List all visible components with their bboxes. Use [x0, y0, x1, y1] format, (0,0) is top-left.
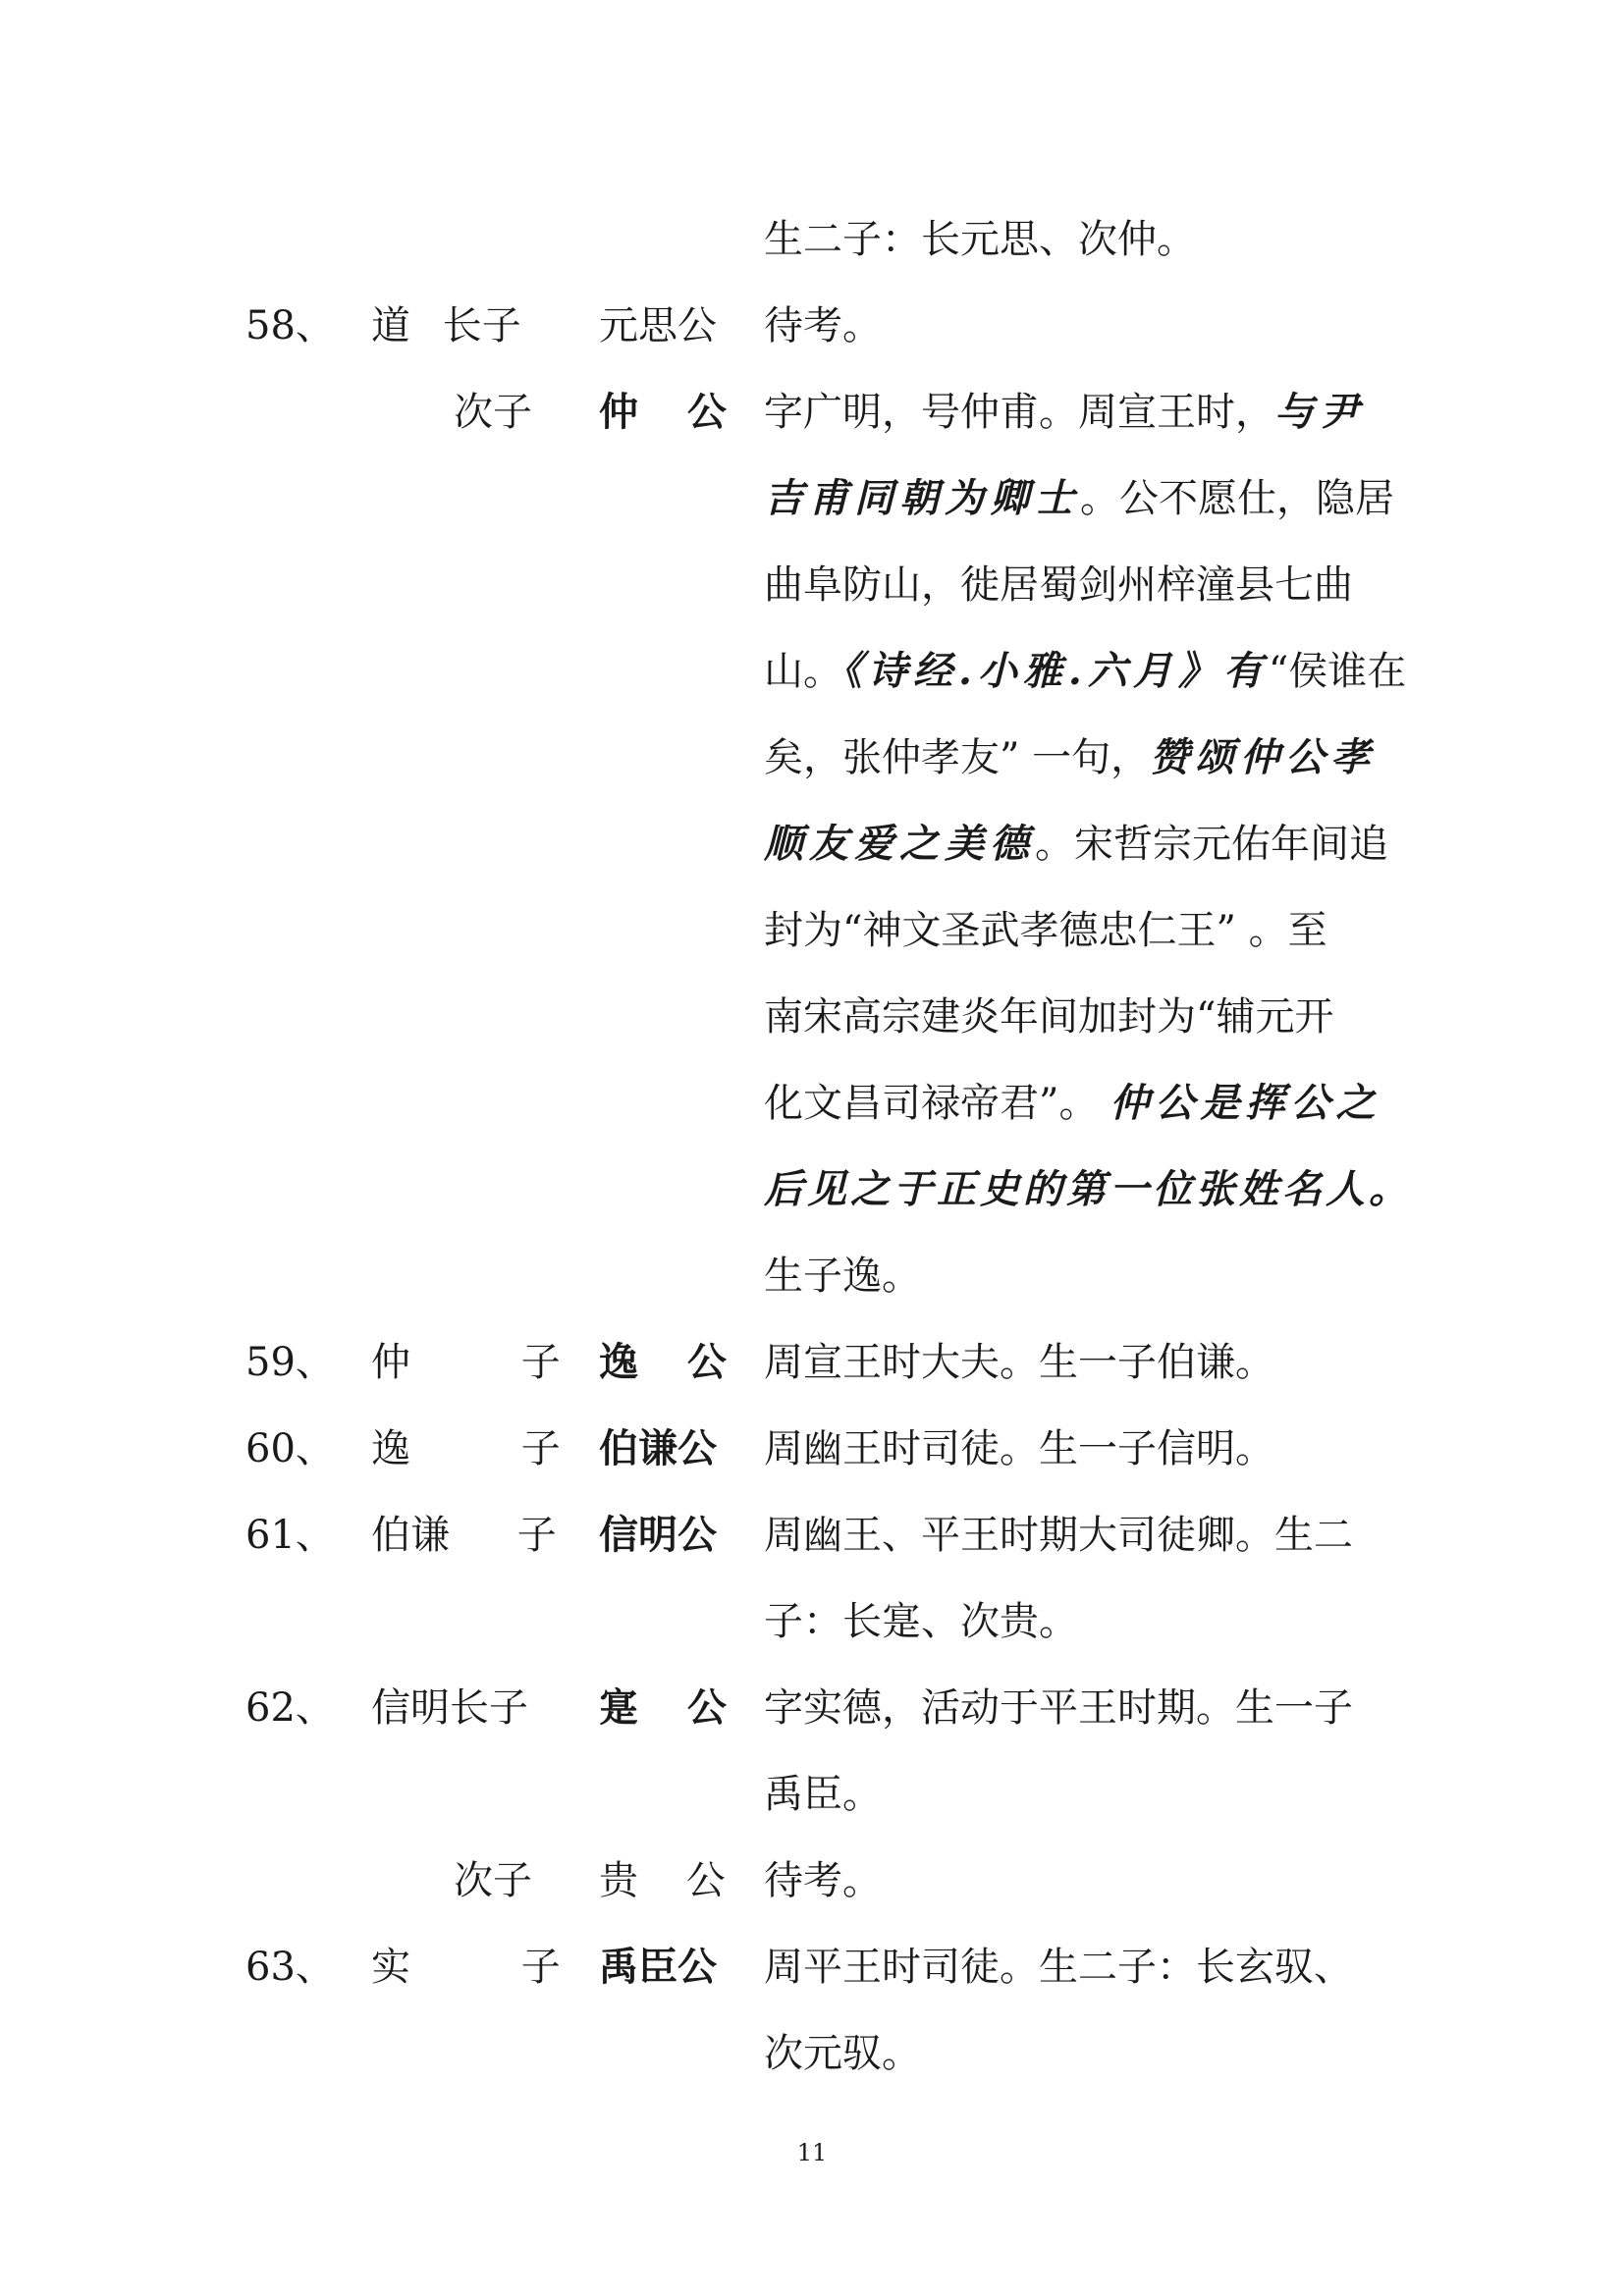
- entry-61-relation: 伯谦 子: [371, 1513, 557, 1558]
- entry-62b-relation: 次子: [454, 1858, 532, 1903]
- entry-62-desc-line-2: 禹臣。: [764, 1772, 882, 1817]
- entry-60-desc: 周幽王时司徒。生一子信明。: [764, 1426, 1274, 1471]
- entry-61-desc-line-1: 周幽王、平王时期大司徒卿。生二: [764, 1513, 1353, 1558]
- desc-text: 山。: [764, 649, 842, 694]
- entry-58b-desc-line-11: 生子逸。: [764, 1254, 921, 1299]
- entry-58b-desc-line-9: [764, 1076, 1380, 1131]
- desc-text: 。公不愿仕，隐居: [1080, 476, 1394, 521]
- desc-text: “侯谁在: [1268, 649, 1407, 694]
- entry-62b-name: 贵 公: [599, 1858, 726, 1903]
- entry-58b-desc-line-2: [764, 471, 1394, 526]
- desc-text: 化文昌司禄帝君”。: [764, 1081, 1099, 1126]
- desc-highlight: 顺友爱之美德: [764, 821, 1035, 867]
- entry-62-relation: 信明长子: [371, 1685, 528, 1731]
- entry-58-relation: 道 长子: [371, 303, 521, 348]
- entry-59-relation: 仲 子: [371, 1340, 561, 1385]
- entry-63-name: 禹臣公: [599, 1944, 717, 1990]
- entry-58b-desc-line-8: 南宋高宗建炎年间加封为“辅元开: [764, 994, 1334, 1040]
- entry-59-desc: 周宣王时大夫。生一子伯谦。: [764, 1340, 1274, 1385]
- entry-58-name: 元思公: [599, 303, 717, 348]
- entry-58b-desc-line-6: [764, 817, 1388, 872]
- entry-60-relation: 逸 子: [371, 1426, 561, 1471]
- desc-text: 字广明，号仲甫。周宣王时，: [764, 390, 1274, 435]
- desc-highlight: 《诗经.小雅.六月》有: [842, 648, 1269, 694]
- entry-58b-desc-line-5: [764, 730, 1376, 785]
- desc-text: 。宋哲宗元佑年间追: [1035, 822, 1388, 867]
- page-number: 11: [796, 2139, 828, 2166]
- entry-58b-relation: 次子: [454, 390, 532, 435]
- entry-58b-desc-line-4: [764, 644, 1406, 699]
- entry-61-desc-line-2: 子：长寔、次贵。: [764, 1599, 1078, 1644]
- entry-60-name: 伯谦公: [599, 1425, 717, 1471]
- entry-63-desc-line-2: 次元驭。: [764, 2031, 921, 2076]
- entry-57-desc: 生二子：长元思、次仲。: [764, 217, 1196, 262]
- desc-text: 矣，张仲孝友” 一句，: [764, 735, 1151, 780]
- entry-59-name: 逸 公: [599, 1339, 727, 1385]
- entry-58b-desc-line-7: 封为“神文圣武孝德忠仁王” 。至: [764, 908, 1327, 953]
- entry-61-number: 61、: [245, 1513, 335, 1558]
- desc-highlight: 仲公是挥公之: [1110, 1080, 1381, 1126]
- desc-highlight: 赞颂仲公孝: [1150, 734, 1377, 780]
- entry-58-desc: 待考。: [764, 303, 882, 348]
- entry-58b-desc-line-10: 后见之于正史的第一位张姓名人。: [764, 1166, 1412, 1212]
- entry-62-name: 寔 公: [599, 1684, 727, 1731]
- desc-highlight: 与尹: [1274, 389, 1365, 435]
- entry-60-number: 60、: [245, 1426, 335, 1471]
- entry-62-desc-line-1: 字实德，活动于平王时期。生一子: [764, 1685, 1353, 1731]
- desc-highlight: 吉甫同朝为卿士: [764, 475, 1080, 521]
- entry-63-relation: 实 子: [371, 1945, 561, 1990]
- entry-58b-desc-line-3: 曲阜防山，徙居蜀剑州梓潼县七曲: [764, 562, 1353, 608]
- entry-58b-desc-line-1: [764, 385, 1365, 440]
- entry-59-number: 59、: [245, 1340, 335, 1385]
- entry-61-name: 信明公: [599, 1512, 717, 1558]
- entry-58b-name: 仲 公: [599, 389, 727, 435]
- entry-62-number: 62、: [245, 1685, 335, 1731]
- entry-58-number: 58、: [245, 303, 335, 348]
- entry-63-desc-line-1: 周平王时司徒。生二子：长玄驭、: [764, 1945, 1353, 1990]
- entry-63-number: 63、: [245, 1945, 335, 1990]
- entry-62b-desc: 待考。: [764, 1858, 882, 1903]
